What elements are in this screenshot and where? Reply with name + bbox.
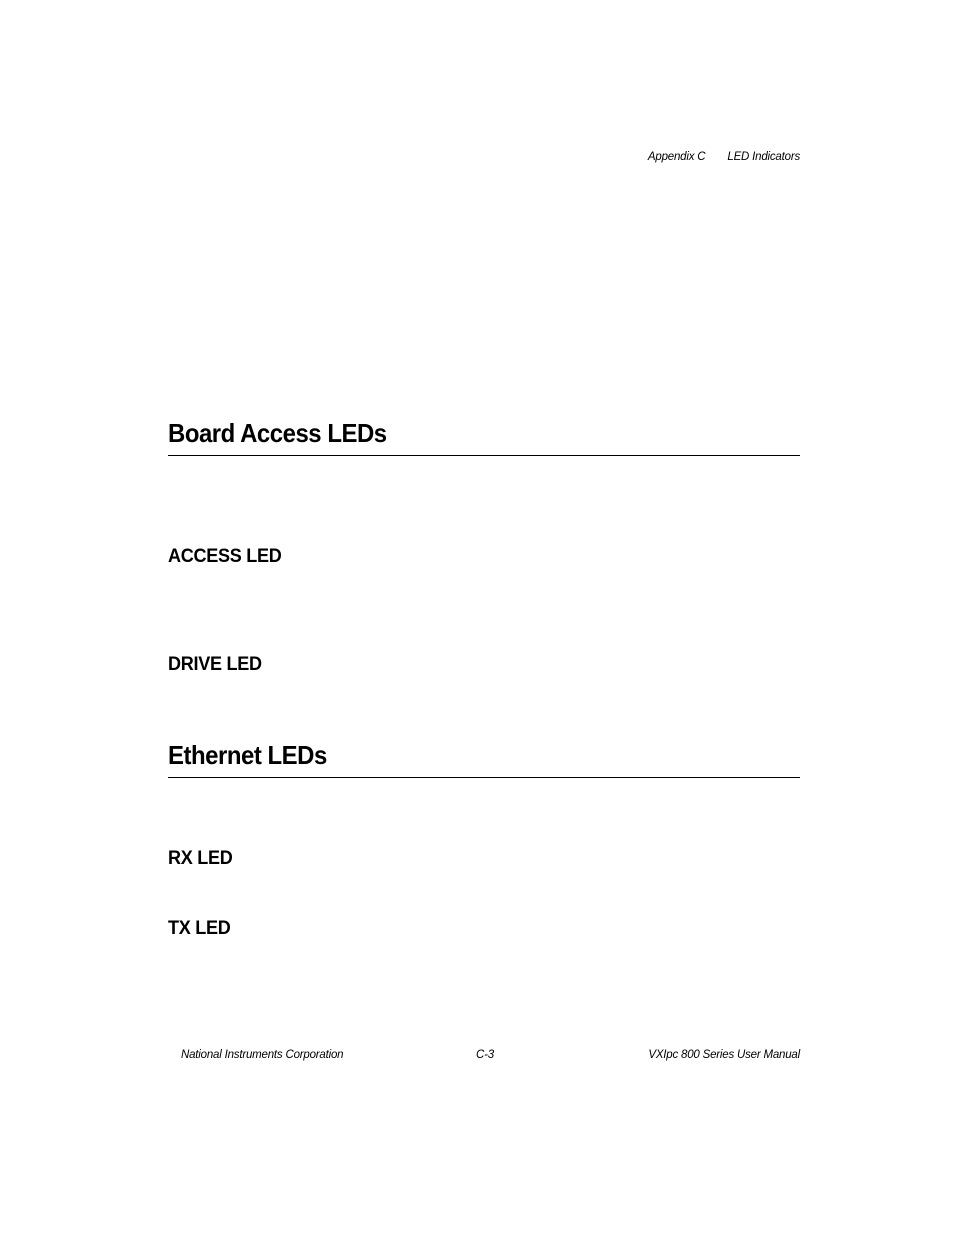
subsection-heading-drive-led: DRIVE LED — [168, 654, 262, 675]
chapter-title: LED Indicators — [727, 151, 800, 163]
appendix-label: Appendix C — [647, 151, 706, 163]
section-rule — [168, 455, 800, 456]
section-heading-board-access: Board Access LEDs — [168, 418, 387, 448]
subsection-heading-access-led: ACCESS LED — [168, 546, 282, 567]
subsection-heading-rx-led: RX LED — [168, 848, 233, 869]
running-header — [648, 150, 800, 164]
subsection-heading-tx-led: TX LED — [168, 918, 231, 939]
footer-manual-title: VXIpc 800 Series User Manual — [648, 1049, 800, 1061]
footer-publisher: National Instruments Corporation — [181, 1049, 344, 1061]
section-heading-ethernet: Ethernet LEDs — [168, 740, 327, 770]
footer-page-number: C-3 — [476, 1049, 494, 1061]
section-rule — [168, 777, 800, 778]
